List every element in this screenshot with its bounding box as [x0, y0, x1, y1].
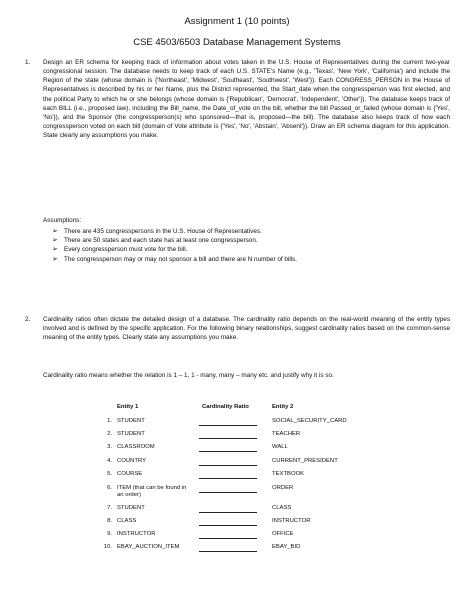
cardinality-blank: [199, 451, 257, 452]
assumption-text: The congressperson may or may not sponsor a bill and there are N number of bills.: [64, 255, 298, 263]
cardinality-blank: [199, 551, 257, 552]
assumption-text: There are 435 congresspersons in the U.S. House of Representatives.: [64, 228, 262, 235]
cardinality-blank: [199, 538, 257, 539]
cardinality-blank: [199, 512, 257, 513]
row-number: 5.: [107, 471, 112, 477]
assumptions-list: [52, 227, 442, 264]
entity-1-cell: EBAY_AUCTION_ITEM: [117, 544, 180, 550]
row-number: 4.: [107, 458, 112, 464]
entity-1-cell: ITEM (that can be found in an order): [117, 485, 187, 498]
course-title: CSE 4503/6503 Database Management Systems: [133, 37, 341, 48]
row-number: 9.: [107, 531, 112, 537]
list-item: [52, 245, 442, 254]
arrow-bullet-icon: ➢: [52, 228, 58, 235]
question-2-number: 2.: [25, 316, 31, 323]
entity-2-cell: CLASS: [272, 505, 292, 511]
assignment-title: Assignment 1 (10 points): [184, 16, 290, 27]
row-number: 1.: [107, 418, 112, 424]
entity-2-cell: OFFICE: [272, 531, 294, 537]
entity-1-cell: INSTRUCTOR: [117, 531, 156, 537]
question-1: [25, 58, 450, 140]
entity-1-cell: STUDENT: [117, 431, 145, 437]
cardinality-blank: [199, 478, 257, 479]
entity-2-cell: ORDER: [272, 485, 294, 491]
list-item: [52, 236, 442, 245]
header-entity-1: Entity 1: [117, 404, 139, 410]
row-number: 6.: [107, 485, 112, 491]
question-1-text: Design an ER schema for keeping track of information about votes taken in the U.S. House of Representatives during the current two-year congressional session. The database needs to keep track of each U.S. STATE's Name (e.g., 'Texas', 'New York', 'California') and include the Region of the state (whose domain is {'Northeast', 'Midwest', 'Southeast', 'Southwest', 'West'}). Each CONGRESS_PERSON in the House of Representatives is described by his or her Name, plus the District represented, the Start_date when the congressperson was first elected, and the political Party to which he or she belongs (whose domain is {'Republican', 'Democrat', 'Independent', 'Other'}). The database keeps track of each BILL (i.e., proposed law), including the Bill_name, the Date_of_vote on the bill, whether the bill Passed_or_failed (whose domain is {'Yes', 'No'}), and the Sponsor (the congressperson(s) who sponsored—that is, proposed—the bill). The database also keeps track of how each congressperson voted on each bill (domain of Vote attribute is {'Yes', 'No', 'Abstain', 'Absent'}). Draw an ER schema diagram for this application. State clearly any assumptions you make.: [43, 59, 450, 140]
row-number: 8.: [107, 518, 112, 524]
assumptions-heading: Assumptions:: [43, 217, 82, 224]
cardinality-note: Cardinality ratio means whether the relation is 1 – 1, 1 - many, many – many etc. and justify why it is so.: [43, 372, 334, 379]
cardinality-blank: [199, 438, 257, 439]
cardinality-blank: [199, 465, 257, 466]
entity-2-cell: EBAY_BID: [272, 544, 301, 550]
cardinality-blank: [199, 492, 257, 493]
entity-1-cell: COUNTRY: [117, 458, 147, 464]
entity-2-cell: TEACHER: [272, 431, 301, 437]
question-2: [25, 315, 450, 342]
list-item: [52, 227, 442, 236]
cardinality-blank: [199, 425, 257, 426]
header-entity-2: Entity 2: [272, 404, 294, 410]
entity-1-cell: CLASS: [117, 518, 137, 524]
arrow-bullet-icon: ➢: [52, 246, 58, 254]
entity-1-cell: COURSE: [117, 471, 143, 477]
cardinality-blank: [199, 525, 257, 526]
entity-1-cell: CLASSROOM: [117, 444, 155, 450]
entity-1-cell: STUDENT: [117, 505, 145, 511]
header-cardinality-ratio: Cardinality Ratio: [202, 404, 249, 410]
assumption-text: There are 50 states and each state has at least one congressperson.: [64, 237, 258, 245]
arrow-bullet-icon: ➢: [52, 237, 58, 245]
entity-2-cell: TEXTBOOK: [272, 471, 305, 477]
entity-1-cell: STUDENT: [117, 418, 145, 424]
row-number: 7.: [107, 505, 112, 511]
entity-2-cell: CURRENT_PRESIDENT: [272, 458, 338, 464]
entity-2-cell: INSTRUCTOR: [272, 518, 311, 524]
row-number: 3.: [107, 444, 112, 450]
assumption-text: Every congressperson must vote for the bill.: [64, 246, 188, 254]
row-number: 10.: [103, 544, 112, 550]
row-number: 2.: [107, 431, 112, 437]
entity-2-cell: SOCIAL_SECURITY_CARD: [272, 418, 347, 424]
question-2-text: Cardinality ratios often dictate the detailed design of a database. The cardinality ratio depends on the real-world meaning of the entity types involved and is defined by the specific application. For the following binary relationships, suggest cardinality ratios based on the common-sense meaning of the entity types. Clearly state any assumptions you make.: [43, 316, 450, 342]
question-1-number: 1.: [25, 59, 31, 66]
arrow-bullet-icon: ➢: [52, 255, 58, 263]
entity-2-cell: WALL: [272, 444, 288, 450]
list-item: [52, 255, 442, 264]
